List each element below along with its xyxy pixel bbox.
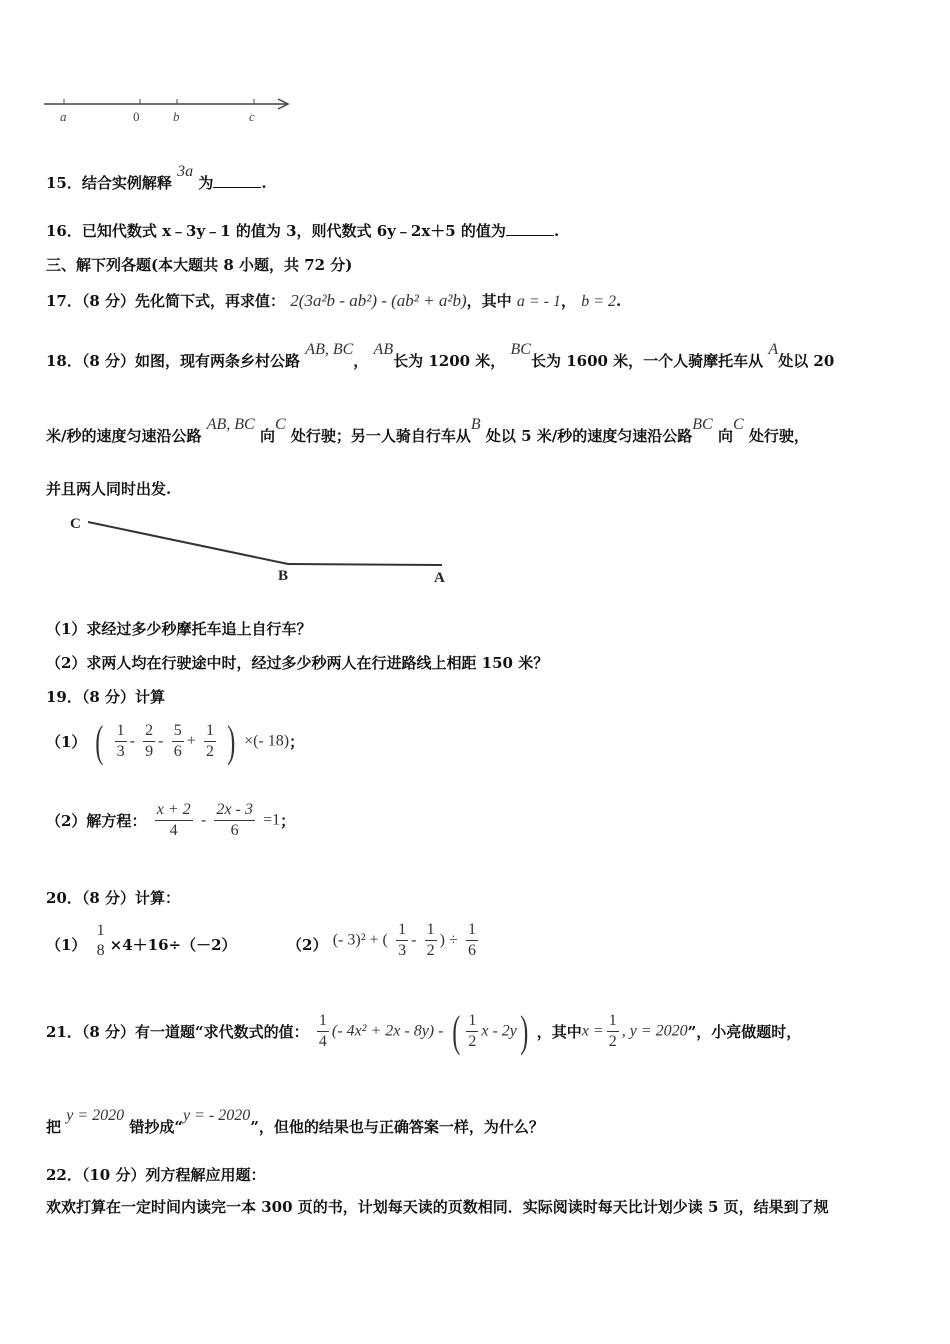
q19-part-2 (46, 800, 904, 856)
q16-answer-blank[interactable] (506, 223, 554, 236)
q19-equals: =1 (263, 811, 281, 829)
road-ba (288, 564, 442, 565)
q20-part-2-post: ) ÷ (439, 931, 458, 949)
q19-frac-2-num: 2 (143, 721, 155, 742)
q20-h1-den: 8 (96, 942, 105, 959)
q18-text-11: 处行驶， (748, 427, 809, 445)
q21-k3-num: 1 (607, 1011, 619, 1032)
q21-math-y-2020: y = 2020 (66, 1107, 125, 1124)
q21-right-paren: ) (520, 1007, 529, 1056)
q18-text-2: ， (353, 352, 369, 370)
q20-h1-num: 1 (96, 922, 105, 939)
q18-sub-2-text: （2）求两人均在行驶途中时，经过多少秒两人在行进路线上相距 150 米？ (46, 654, 549, 672)
q19-frac-3-den: 6 (173, 743, 182, 760)
q20-parts (46, 920, 904, 976)
q21-text-4: 把 (46, 1118, 62, 1136)
q19-g2-den: 6 (230, 822, 239, 839)
q20-frac-1-2 (425, 920, 437, 961)
q18-math-a: A (768, 341, 779, 358)
question-18-line-2 (46, 416, 904, 446)
q19-tail: ×(- 18) (244, 732, 290, 750)
q18-math-ab-bc: AB, BC (305, 341, 354, 358)
q20-part-2-label: （2） (287, 936, 328, 954)
q20-frac-1-3 (396, 920, 408, 961)
q20-part-2-minus: - (411, 931, 417, 949)
q20-h4-num: 1 (466, 920, 478, 941)
q20-number: 20． (46, 889, 82, 907)
q18-math-ab: AB (373, 341, 394, 358)
q17-mid: ，其中 (466, 292, 512, 310)
q17-expression: 2(3a²b - ab²) - (ab² + a²b) (290, 291, 467, 310)
section-3-heading (46, 254, 904, 275)
q19-frac-4-den: 2 (205, 743, 214, 760)
q21-math-y-neg-2020: y = - 2020 (183, 1107, 251, 1124)
q22-body-text: 欢欢打算在一定时间内读完一本 300 页的书，计划每天读的页数相同．实际阅读时每天比计划少读 5 页，结果到了规 (46, 1198, 829, 1216)
q19-frac-2x-minus-3 (214, 800, 254, 841)
q18-text-6: 米/秒的速度匀速沿公路 (46, 427, 202, 445)
q19-frac-1-den: 3 (116, 743, 125, 760)
road-diagram (60, 510, 460, 590)
question-17 (46, 290, 904, 311)
q15-answer-blank[interactable] (213, 175, 261, 188)
q18-text-10: 向 (717, 427, 733, 445)
q15-text-b: 为 (198, 174, 214, 192)
q19-g1-num: x + 2 (155, 800, 193, 821)
q19-frac-1-num: 1 (115, 721, 127, 742)
q18-text-4: 长为 1600 米，一个人骑摩托车从 (530, 352, 764, 370)
q18-math-b: B (470, 416, 481, 433)
q20-frac-1-8 (95, 921, 107, 961)
q21-k2-num: 1 (466, 1011, 478, 1032)
q19-frac-5-6 (172, 721, 184, 762)
section-3-title: 三、解下列各题(本大题共 8 小题，共 72 分) (46, 256, 353, 274)
q18-math-ab-bc-2: AB, BC (206, 416, 255, 433)
q19-frac-3-num: 5 (172, 721, 184, 742)
q18-text-5: 处以 20 (778, 352, 835, 370)
q17-condition-a: a = - 1 (516, 293, 561, 310)
q20-h4-den: 6 (467, 942, 476, 959)
point-c-label: C (70, 516, 81, 532)
q21-text-6: ”，但他的结果也与正确答案一样，为什么？ (250, 1118, 544, 1136)
q20-h3-num: 1 (425, 920, 437, 941)
q19-number: 19． (46, 688, 82, 706)
q20-score: （8 分） (81, 889, 136, 907)
question-15 (46, 163, 904, 193)
q17-end: . (616, 292, 622, 310)
q21-text-3: ”，小亮做题时， (687, 1023, 802, 1041)
q20-h2-num: 1 (396, 920, 408, 941)
q18-sub-1-text: （1）求经过多少秒摩托车追上自行车？ (46, 620, 312, 638)
q18-number: 18． (46, 352, 82, 370)
q21-text-5: 错抄成“ (129, 1118, 184, 1136)
q20-part-1-rest: ×4＋16÷（－2） (109, 936, 237, 954)
q21-frac-1-4 (317, 1011, 329, 1052)
q21-frac-x (607, 1011, 619, 1052)
q21-k3-den: 2 (608, 1033, 617, 1050)
point-a-label: A (434, 570, 445, 586)
q18-text-12: 并且两人同时出发. (46, 480, 172, 498)
question-18-line-1 (46, 341, 904, 371)
q22-score: （10 分） (81, 1166, 146, 1184)
q21-score: （8 分） (81, 1023, 136, 1041)
q20-part-1-label: （1） (46, 936, 87, 954)
q18-sub-1 (46, 618, 904, 639)
q19-semi-2: ； (280, 812, 296, 830)
q21-cond-y: , y = 2020 (621, 1022, 688, 1040)
q19-frac-1-3 (115, 721, 127, 762)
q18-text-1: 如图，现有两条乡村公路 (135, 352, 301, 370)
label-0: 0 (133, 109, 140, 124)
q21-text-1: 有一道题“求代数式的值： (135, 1023, 309, 1041)
q19-frac-x-plus-2 (155, 800, 193, 841)
q18-math-bc-2: BC (692, 416, 713, 433)
q21-number: 21． (46, 1023, 82, 1041)
question-22 (46, 1164, 904, 1185)
label-c: c (249, 109, 255, 124)
label-b: b (173, 109, 180, 124)
q19-right-paren: ) (227, 717, 236, 766)
label-a: a (60, 109, 67, 124)
q21-text-2: ，其中 (536, 1023, 582, 1041)
q16-text: 已知代数式 x﹣3y﹣1 的值为 3，则代数式 6y﹣2x＋5 的值为 (81, 222, 506, 240)
q18-text-7: 向 (259, 427, 275, 445)
q17-condition-b: b = 2 (581, 293, 617, 310)
q20-h3-den: 2 (426, 942, 435, 959)
q18-sub-2 (46, 652, 904, 673)
q19-minus: - (200, 811, 207, 829)
question-21-line-1 (46, 1006, 904, 1066)
q18-text-9: 处以 5 米/秒的速度匀速沿公路 (485, 427, 693, 445)
q21-k1-den: 4 (318, 1033, 327, 1050)
question-16 (46, 220, 904, 241)
q18-math-c-2: C (732, 416, 744, 433)
question-18-line-3 (46, 478, 904, 499)
q18-text-3: 长为 1200 米， (393, 352, 506, 370)
question-20 (46, 887, 904, 908)
q19-g2-num: 2x - 3 (214, 800, 254, 821)
q21-expr-2: x - 2y (481, 1022, 517, 1040)
q18-math-c: C (274, 416, 286, 433)
q16-end: . (553, 222, 560, 240)
q19-score: （8 分） (81, 688, 136, 706)
q16-number: 16． (46, 222, 82, 240)
q19-frac-4-num: 1 (204, 721, 216, 742)
q18-text-8: 处行驶；另一人骑自行车从 (290, 427, 471, 445)
q19-part-1-label: （1） (46, 733, 87, 751)
q17-sep: ， (561, 292, 577, 310)
q18-score: （8 分） (81, 352, 136, 370)
q17-score: （8 分） (81, 292, 136, 310)
q17-number: 17． (46, 292, 82, 310)
q15-number: 15． (46, 174, 82, 192)
q15-expression: 3a (177, 163, 194, 180)
q22-body (46, 1196, 904, 1217)
q19-text: 计算 (135, 688, 166, 706)
q19-left-paren: ( (94, 717, 104, 766)
q19-frac-2-9 (143, 721, 155, 762)
number-line-figure (40, 92, 300, 128)
road-cb (88, 522, 288, 564)
q22-number: 22． (46, 1166, 82, 1184)
q15-end: . (261, 174, 267, 192)
q19-g1-den: 4 (169, 822, 178, 839)
q22-text: 列方程解应用题： (145, 1166, 266, 1184)
q21-k2-den: 2 (468, 1033, 477, 1050)
q20-text: 计算： (135, 889, 181, 907)
q18-math-bc: BC (510, 341, 531, 358)
q20-h2-den: 3 (398, 942, 407, 959)
q21-left-paren: ( (452, 1007, 461, 1056)
question-19 (46, 686, 904, 707)
q19-part-1: （1） ( $\frac{1}{3}$ - $\frac{2}{9}$ - $\frac{5}{6}$ + $\frac{1}{2}$ ) ×(- 18)； (46, 717, 305, 766)
q21-frac-1-2 (466, 1011, 478, 1052)
q21-expr-1: (- 4x² + 2x - 8y) - (331, 1022, 444, 1040)
q15-text-a: 结合实例解释 (81, 174, 172, 192)
q19-frac-1-2 (204, 721, 216, 762)
q21-cond-x: x = (581, 1022, 604, 1040)
q19-frac-2-den: 9 (145, 743, 154, 760)
point-b-label: B (278, 568, 289, 584)
q19-part-2-label: （2）解方程： (46, 812, 147, 830)
q20-frac-1-6 (466, 920, 478, 961)
q19-semi-1: ； (289, 733, 305, 751)
q21-k1-num: 1 (317, 1011, 329, 1032)
q20-part-2-pre: (- 3)² + ( (332, 931, 388, 949)
question-21-line-2 (46, 1107, 904, 1137)
q17-text: 先化简下式，再求值： (135, 292, 286, 310)
